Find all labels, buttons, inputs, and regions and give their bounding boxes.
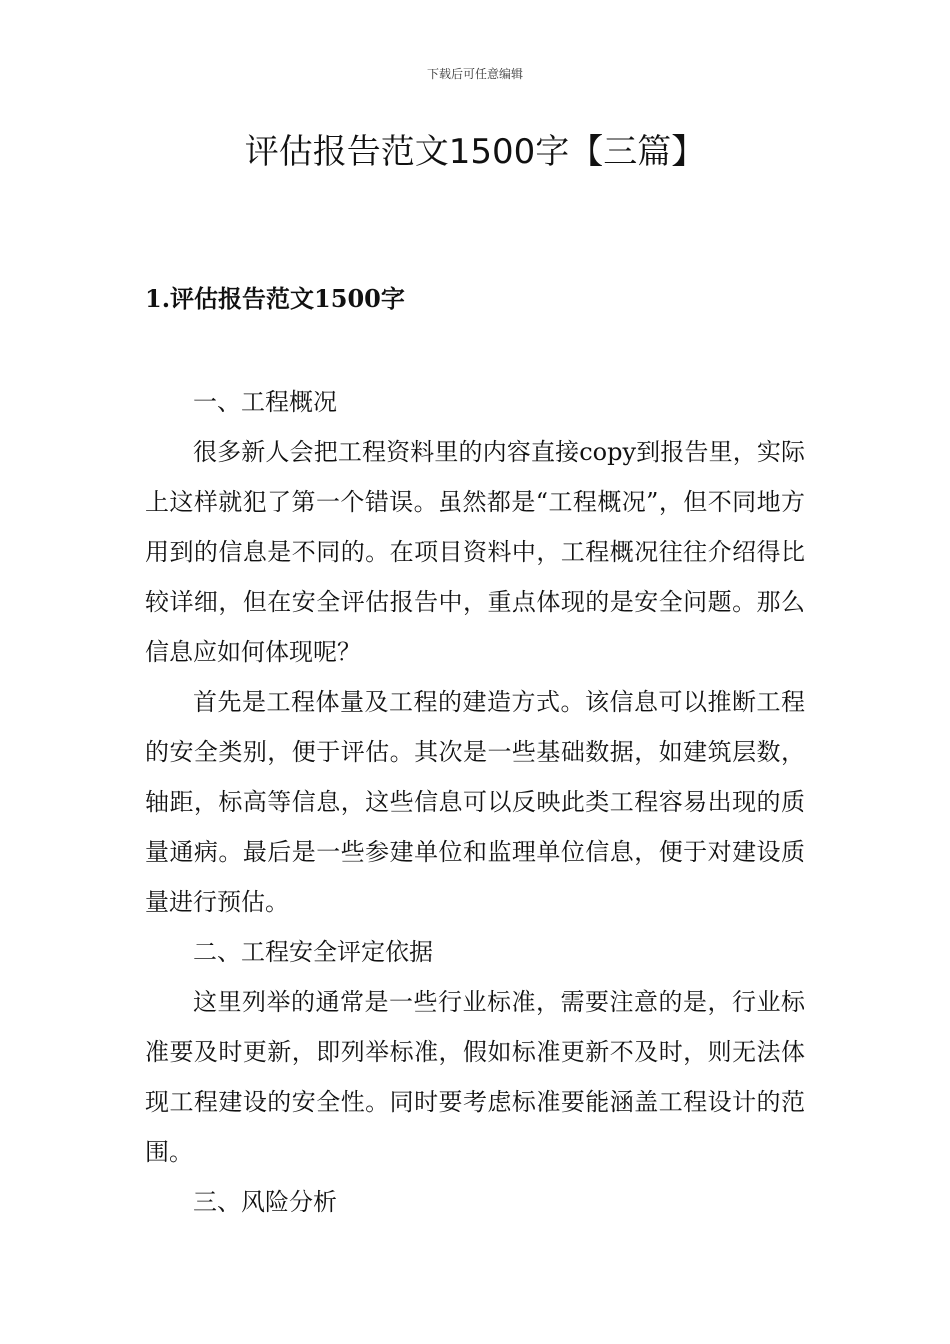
paragraph-basis: 这里列举的通常是一些行业标准，需要注意的是，行业标准要及时更新，即列举标准，假如标准更新不及时，则无法体现工程建设的安全性。同时要考虑标准要能涵盖工程设计的范围。	[145, 988, 805, 1166]
sub-heading-basis: 二、工程安全评定依据	[193, 938, 433, 966]
paragraph-overview-2: 首先是工程体量及工程的建造方式。该信息可以推断工程的安全类别，便于评估。其次是一些基础数据，如建筑层数，轴距，标高等信息，这些信息可以反映此类工程容易出现的质量通病。最后是一些参建单位和监理单位信息，便于对建设质量进行预估。	[145, 688, 805, 916]
document-title: 评估报告范文1500字【三篇】	[244, 132, 706, 172]
section-title: 1.评估报告范文1500字	[145, 284, 405, 313]
paragraph-overview-1: 很多新人会把工程资料里的内容直接copy到报告里，实际上这样就犯了第一个错误。虽然都是“工程概况”，但不同地方用到的信息是不同的。在项目资料中，工程概况往往介绍得比较详细，但在安全评估报告中，重点体现的是安全问题。那么信息应如何体现呢？	[145, 438, 805, 666]
header-note: 下载后可任意编辑	[426, 67, 523, 81]
sub-heading-overview: 一、工程概况	[193, 388, 337, 416]
document-body	[145, 377, 805, 1227]
sub-heading-risk: 三、风险分析	[193, 1188, 337, 1216]
